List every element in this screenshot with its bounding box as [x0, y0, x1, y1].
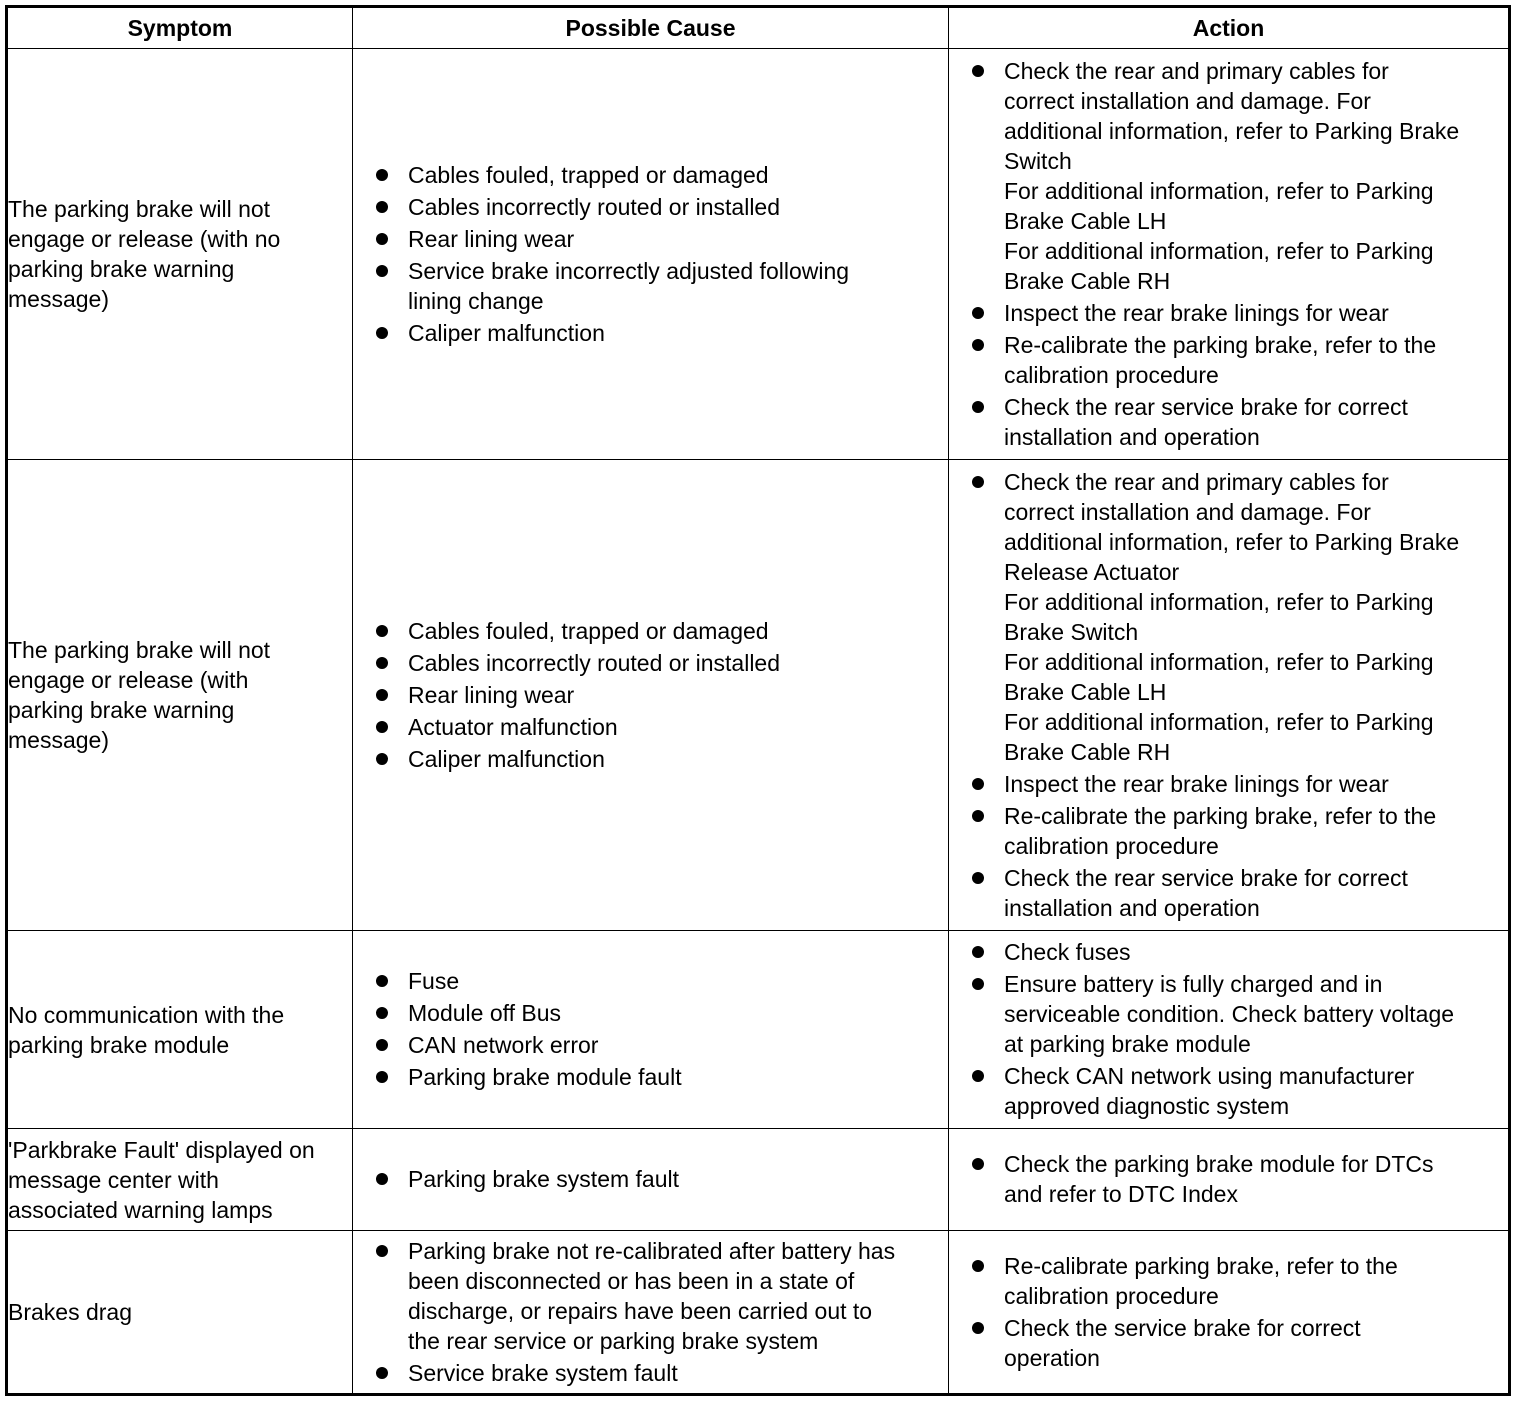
action-line: serviceable condition. Check battery voltage — [1004, 1001, 1455, 1027]
action-list — [949, 1251, 1508, 1373]
symptom-cell — [7, 1129, 353, 1231]
bullet-icon — [972, 476, 984, 488]
action-line: Brake Cable LH — [1004, 678, 1167, 705]
action-cell — [949, 1231, 1510, 1395]
action-line: For additional information, refer to Parking — [1004, 708, 1434, 735]
cause-line: Service brake system fault — [408, 1359, 678, 1386]
action-line: Check the rear service brake for correct — [1004, 864, 1408, 891]
bullet-icon — [376, 327, 388, 339]
bullet-icon — [972, 810, 984, 822]
symptom-cell — [7, 931, 353, 1129]
action-line: Brake Cable LH — [1004, 207, 1167, 234]
bullet-icon — [972, 978, 984, 990]
cause-list — [353, 160, 948, 348]
symptom-line: message center with — [8, 1166, 219, 1193]
action-line: installation and operation — [1004, 423, 1260, 450]
action-list — [949, 1149, 1508, 1209]
table-row — [7, 1231, 1510, 1395]
symptom-line: 'Parkbrake Fault' displayed on — [8, 1136, 315, 1163]
cause-line: Actuator malfunction — [408, 713, 618, 740]
cause-list — [353, 1164, 948, 1194]
cause-line: Cables fouled, trapped or damaged — [408, 617, 769, 644]
cause-list — [353, 616, 948, 774]
cause-line: Cables incorrectly routed or installed — [408, 649, 781, 676]
cause-list — [353, 1236, 948, 1388]
cause-item — [353, 680, 948, 710]
bullet-icon — [376, 975, 388, 987]
cause-line: the rear service or parking brake system — [408, 1327, 819, 1354]
cause-line: Cables fouled, trapped or damaged — [408, 161, 769, 188]
symptom-line: No communication with the — [8, 1001, 285, 1028]
action-item — [949, 769, 1508, 799]
action-cell — [949, 931, 1510, 1129]
action-item — [949, 937, 1508, 967]
action-line: additional information, refer to Parking Brake — [1004, 117, 1460, 144]
bullet-icon — [972, 1322, 984, 1334]
cause-line: Parking brake not re-calibrated after battery has — [408, 1237, 896, 1264]
bullet-icon — [376, 1367, 388, 1379]
cause-item — [353, 160, 948, 190]
action-line: calibration procedure — [1004, 361, 1219, 388]
action-line: Check the rear and primary cables for — [1004, 468, 1389, 495]
action-line: approved diagnostic system — [1004, 1093, 1290, 1119]
action-line: Brake Switch — [1004, 618, 1139, 645]
bullet-icon — [972, 946, 984, 958]
action-item — [949, 392, 1508, 452]
cause-line: Rear lining wear — [408, 681, 575, 708]
table-row — [7, 931, 1510, 1129]
symptom-line: The parking brake will not — [8, 637, 271, 663]
cause-item — [353, 616, 948, 646]
action-line: Re-calibrate parking brake, refer to the — [1004, 1252, 1398, 1279]
cause-line: Cables incorrectly routed or installed — [408, 193, 781, 220]
bullet-icon — [376, 233, 388, 245]
action-item — [949, 467, 1508, 767]
bullet-icon — [376, 625, 388, 637]
action-line: Switch — [1004, 147, 1072, 174]
symptom-line: parking brake module — [8, 1031, 230, 1058]
action-item — [949, 330, 1508, 390]
cause-item — [353, 224, 948, 254]
cause-cell — [353, 460, 949, 931]
action-item — [949, 1313, 1508, 1373]
cause-line: lining change — [408, 287, 544, 314]
action-line: For additional information, refer to Parking — [1004, 237, 1434, 264]
action-item — [949, 1061, 1508, 1121]
action-line: For additional information, refer to Parking — [1004, 177, 1434, 204]
action-line: Release Actuator — [1004, 558, 1180, 585]
bullet-icon — [972, 339, 984, 351]
action-line: Brake Cable RH — [1004, 267, 1171, 294]
cause-item — [353, 256, 948, 316]
cause-item — [353, 1236, 948, 1356]
cause-cell — [353, 931, 949, 1129]
symptom-line: message) — [8, 286, 109, 312]
symptom-line: engage or release (with — [8, 667, 249, 693]
table-row — [7, 1129, 1510, 1231]
action-cell — [949, 1129, 1510, 1231]
action-line: Ensure battery is fully charged and in — [1004, 971, 1383, 997]
bullet-icon — [376, 201, 388, 213]
bullet-icon — [376, 753, 388, 765]
cause-line: Rear lining wear — [408, 225, 575, 252]
symptom-line: parking brake warning — [8, 256, 235, 282]
cause-line: Module off Bus — [408, 1000, 562, 1026]
bullet-icon — [376, 1245, 388, 1257]
symptom-cell — [7, 49, 353, 460]
bullet-icon — [972, 1070, 984, 1082]
cause-line: Caliper malfunction — [408, 319, 605, 346]
action-list — [949, 56, 1508, 452]
bullet-icon — [376, 689, 388, 701]
action-line: Re-calibrate the parking brake, refer to the — [1004, 802, 1437, 829]
cause-item — [353, 744, 948, 774]
cause-line: Parking brake module fault — [408, 1064, 682, 1090]
action-line: Check the rear and primary cables for — [1004, 57, 1389, 84]
bullet-icon — [972, 307, 984, 319]
bullet-icon — [376, 1071, 388, 1083]
symptom-line: The parking brake will not — [8, 196, 271, 222]
table-row — [7, 460, 1510, 931]
cause-item — [353, 648, 948, 678]
action-line: For additional information, refer to Parking — [1004, 648, 1434, 675]
symptom-line: associated warning lamps — [8, 1196, 273, 1223]
bullet-icon — [972, 65, 984, 77]
bullet-icon — [972, 1260, 984, 1272]
action-line: Brake Cable RH — [1004, 738, 1171, 765]
bullet-icon — [376, 265, 388, 277]
bullet-icon — [376, 1173, 388, 1185]
cause-item — [353, 318, 948, 348]
action-line: Re-calibrate the parking brake, refer to the — [1004, 331, 1437, 358]
action-line: correct installation and damage. For — [1004, 87, 1371, 114]
action-item — [949, 801, 1508, 861]
cause-item — [353, 1164, 948, 1194]
cause-line: been disconnected or has been in a state of — [408, 1267, 855, 1294]
action-item — [949, 1149, 1508, 1209]
cause-header: Possible Cause — [353, 7, 949, 49]
action-item — [949, 56, 1508, 296]
cause-cell — [353, 1129, 949, 1231]
action-line: at parking brake module — [1004, 1031, 1251, 1057]
cause-line: Service brake incorrectly adjusted following — [408, 257, 850, 284]
cause-cell — [353, 49, 949, 460]
bullet-icon — [972, 872, 984, 884]
diagnosis-table — [5, 5, 1511, 1396]
action-line: Check the parking brake module for DTCs — [1004, 1151, 1434, 1177]
action-line: calibration procedure — [1004, 1282, 1219, 1309]
action-line: Check the rear service brake for correct — [1004, 393, 1408, 420]
action-line: Inspect the rear brake linings for wear — [1004, 299, 1389, 326]
cause-cell — [353, 1231, 949, 1395]
action-line: additional information, refer to Parking Brake — [1004, 528, 1460, 555]
table-row — [7, 49, 1510, 460]
header-row — [7, 7, 1510, 49]
action-line: and refer to DTC Index — [1004, 1181, 1238, 1207]
action-item — [949, 1251, 1508, 1311]
action-line: Check fuses — [1004, 939, 1131, 965]
bullet-icon — [972, 1158, 984, 1170]
cause-item — [353, 998, 948, 1028]
symptom-line: engage or release (with no — [8, 226, 281, 252]
symptom-cell — [7, 1231, 353, 1395]
action-list — [949, 937, 1508, 1121]
action-line: Check the service brake for correct — [1004, 1314, 1361, 1341]
cause-line: CAN network error — [408, 1032, 599, 1058]
action-line: correct installation and damage. For — [1004, 498, 1371, 525]
action-line: For additional information, refer to Parking — [1004, 588, 1434, 615]
action-item — [949, 863, 1508, 923]
cause-item — [353, 1062, 948, 1092]
action-line: Check CAN network using manufacturer — [1004, 1063, 1415, 1089]
action-header: Action — [949, 7, 1510, 49]
action-item — [949, 969, 1508, 1059]
cause-item — [353, 966, 948, 996]
action-cell — [949, 49, 1510, 460]
bullet-icon — [972, 401, 984, 413]
cause-line: Caliper malfunction — [408, 745, 605, 772]
cause-item — [353, 1030, 948, 1060]
bullet-icon — [376, 1039, 388, 1051]
symptom-cell — [7, 460, 353, 931]
cause-item — [353, 1358, 948, 1388]
action-line: calibration procedure — [1004, 832, 1219, 859]
symptom-line: Brakes drag — [8, 1299, 133, 1325]
action-list — [949, 467, 1508, 923]
symptom-line: message) — [8, 727, 109, 753]
cause-item — [353, 192, 948, 222]
action-item — [949, 298, 1508, 328]
cause-line: discharge, or repairs have been carried out to — [408, 1297, 873, 1324]
cause-item — [353, 712, 948, 742]
bullet-icon — [376, 721, 388, 733]
action-line: Inspect the rear brake linings for wear — [1004, 770, 1389, 797]
symptom-header: Symptom — [7, 7, 353, 49]
action-line: operation — [1004, 1344, 1100, 1371]
cause-list — [353, 966, 948, 1092]
action-cell — [949, 460, 1510, 931]
cause-line: Fuse — [408, 968, 460, 994]
action-line: installation and operation — [1004, 894, 1260, 921]
bullet-icon — [376, 1007, 388, 1019]
bullet-icon — [376, 169, 388, 181]
symptom-line: parking brake warning — [8, 697, 235, 723]
cause-line: Parking brake system fault — [408, 1166, 680, 1192]
bullet-icon — [376, 657, 388, 669]
bullet-icon — [972, 778, 984, 790]
